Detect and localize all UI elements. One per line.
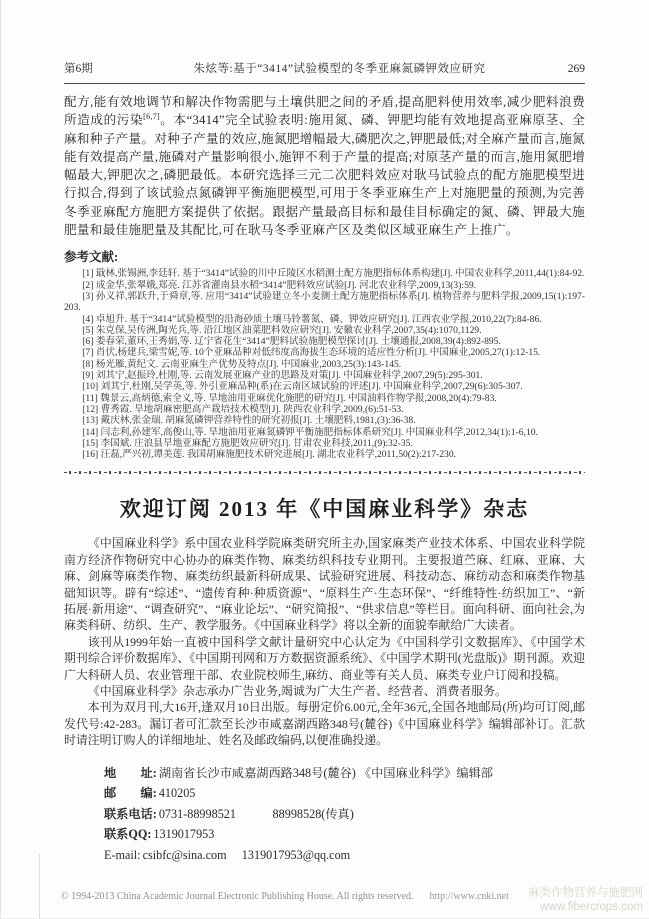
contact-qq-row (104, 824, 585, 845)
contact-address-row (104, 763, 585, 784)
reference-item: [7] 肖伏,杨建兵,梁雪妮,等. 10个亚麻品种对低纬度高海拔生态环境的适应性分析[J]. 中国麻业,2005,27(1):12-15. (82, 347, 541, 359)
copyright-text: © 1994-2013 China Academic Journal Electronic Publishing House. All rights reserved. (61, 891, 414, 902)
references-heading: 参考文献: (64, 250, 119, 265)
contact-label: 联系QQ: (104, 827, 152, 842)
header-issue: 第6期 (64, 63, 93, 75)
scan-edge-artifact (39, 854, 40, 918)
page-header (64, 0, 585, 76)
reference-item: [3] 孙义祥,郭跃升,于舜章,等. 应用“3414”试验建立冬小麦测土配方施肥指标体系[J]. 植物营养与肥料学报,2009,15(1):197-203. (64, 290, 585, 314)
contact-value: 1319017953 (153, 827, 215, 842)
contact-value: 湖南省长沙市咸嘉湖西路348号(麓谷) 《中国麻业科学》编辑部 (158, 765, 493, 780)
reference-item: [11] 魏景云,高炳德,索全义,等. 旱地油用亚麻优化施肥的研究[J]. 中国油料作物学报,2008,20(4):79-83. (82, 392, 497, 404)
contact-phone-row (104, 804, 585, 825)
subscription-announcement (64, 493, 585, 865)
reference-item: [14] 闫志利,孙建军,高俊山,等. 旱地油用亚麻氮磷钾平衡施肥指标体系研究[J]. 中国麻业科学,2012,34(1):1-6,10. (82, 426, 538, 438)
contact-postcode-row (104, 783, 585, 804)
contact-value: 0731-88998521 88998528(传真) (158, 806, 354, 821)
contact-label: E-mail: (104, 847, 141, 862)
announcement-paragraph: 《中国麻业科学》杂志承办广告业务,竭诚为广大生产者、经营者、消费者服务。 (87, 684, 507, 699)
citation-superscript: [6,7] (143, 112, 160, 122)
reference-item: [2] 成金华,张翠娥,郑亮. 江苏省灌南县水稻“3414”肥料效应试验[J]. 河北农业科学,2009,13(3):59. (82, 279, 477, 291)
reference-item: [1] 戢林,张锡洲,李廷轩. 基于“3414”试验的川中丘陵区水稻测土配方施肥指标体系构建[J]. 中国农业科学,2011,44(1):84-92. (82, 268, 585, 280)
reference-item: [8] 杨光雁,黄纪文. 云南亚麻生产优势及特点[J]. 中国麻业,2003,25(3):143-145. (82, 358, 402, 370)
header-running-title: 朱炫等:基于“3414”试验模型的冬季亚麻氮磷钾效应研究 (193, 63, 486, 75)
reference-item: [16] 汪磊,严兴初,谭美莲. 我国胡麻施肥技术研究进展[J]. 湖北农业科学,2011,50(2):217-230. (82, 449, 457, 461)
reference-item: [4] 卓旭升. 基于“3414”试验模型的沿海砂质土壤马铃薯氮、磷、钾效应研究[J]. 江西农业学报,2010,22(7):84-86. (82, 313, 542, 325)
site-watermark (528, 886, 643, 914)
reference-item: [6] 娄春荣,董环,王秀娟,等. 辽宁省花生“3414”肥料试验施肥模型探讨[J]. 土壤通报,2008,39(4):892-895. (82, 336, 501, 348)
announcement-paragraph: 本刊为双月刊,大16开,逢双月10日出版。每册定价6.00元,全年36元,全国各地邮局(所)均可订阅,邮发代号:42-283。漏订者可汇款至长沙市咸嘉湖西路348号(麓谷)《中国麻业科学》编辑部补订。汇款时请注明订购人的详细地址、姓名及邮政编码,以便准确投递。 (64, 700, 585, 748)
watermark-site-url: www.fibercrops.com (540, 901, 643, 913)
conclusion-paragraph (64, 93, 585, 239)
contact-value: 410205 (158, 786, 196, 801)
references-section (64, 247, 585, 460)
header-divider (64, 83, 585, 84)
contact-label: 联系电话: (104, 806, 157, 821)
announcement-paragraph: 《中国麻业科学》系中国农业科学院麻类研究所主办,国家麻类产业技术体系、中国农业科学院南方经济作物研究中心协办的麻类作物、麻类纺织科技专业期刊。主要报道苎麻、红麻、亚麻、大麻、剑麻等麻类作物、麻类纺织最新科研成果、试验研究进展、科技动态、麻纺动态和麻类作物基础知识等。辟有“综述”、“遗传育种·种质资源”、“原料生产·生态环保”、“纤维特性·纺织加工”、“新拓展·新用途”、“调查研究”、“麻业论坛”、“研究简报”、“供求信息”等栏目。面向科研、面向社会,为麻类科研、纺织、生产、教学服务。《中国麻业科学》将以全新的面貌奉献给广大读者。 (64, 536, 585, 633)
contact-value: csibfc@sina.com 1319017953@qq.com (142, 847, 351, 862)
announcement-paragraph: 该刊从1999年始一直被中国科学文献计量研究中心认定为《中国科学引文数据库》、《中国学术期刊综合评价数据库》、《中国期刊网和万方数据资源系统》、《中国学术期刊(光盘版)》期刊源。欢迎广大科研人员、农业管理干部、农业院校师生,麻纺、商业等有关人员、麻类专业户订阅和投稿。 (64, 634, 585, 682)
dash-dot-divider (64, 470, 585, 475)
contact-email-row (104, 845, 585, 866)
contact-label: 邮 编: (104, 786, 157, 801)
reference-item: [10] 刘其宁,杜刚,吴学英,等. 外引亚麻品种(系)在云南区域试验的评述[J]. 中国麻业科学,2007,29(6):305-307. (82, 381, 523, 393)
header-page-number: 269 (567, 63, 585, 75)
contact-info-block (104, 763, 585, 866)
watermark-site-name: 麻类作物营养与施肥网 (528, 887, 643, 899)
contact-label: 地 址: (104, 765, 157, 780)
conclusion-text-part2: 。本“3414”完全试验表明:施用氮、磷、钾肥均能有效地提高亚麻原茎、全麻和种子产量。对种子产量的效应,施氮肥增幅最大,磷肥次之,钾肥最低;对全麻产量而言,施氮能有效提高产量,施磷对产量影响很小,施钾不利于产量的提高;对原茎产量的而言,施用氮肥增幅最大,钾肥次之,磷肥最低。本研究选择三元二次肥料效应对耿马试验点的配方施肥模型进行拟合,得到了该试验点氮磷钾平衡施肥模型,可用于冬季亚麻生产上对施肥量的预测,为完善冬季亚麻配方施肥方案提供了依据。跟据产量最高目标和最佳目标确定的氮、磷、钾最大施肥量和最佳施肥量及其配比,可在耿马冬季亚麻产区及类似区域亚麻生产上推广。 (64, 113, 585, 238)
announcement-title: 欢迎订阅 2013 年《中国麻业科学》杂志 (119, 497, 530, 522)
reference-item: [9] 刘其宁,赵振玲,杜刚,等. 云南发展亚麻产业的思路及对策[J]. 中国麻业科学,2007,29(5):295-301. (82, 370, 483, 382)
reference-item: [13] 戴庆林,张金瑞. 胡麻氮磷钾营养特性的研究初报[J]. 土壤肥料,1981,(3):36-38. (82, 415, 416, 427)
cnki-url: http://www.cnki.net (429, 891, 509, 902)
reference-item: [15] 李国斌. 庄浪县旱地亚麻配方施肥效应研究[J]. 甘肃农业科技,2011,(9):32-35. (82, 437, 413, 449)
reference-item: [12] 曹秀霞. 旱地胡麻密肥高产栽培技术模型[J]. 陕西农业科学,2009,(6):51-53. (82, 403, 404, 415)
reference-item: [5] 朱克保,吴传洲,陶光兵,等. 沿江地区油菜肥料效应研究[J]. 安徽农业科学,2007,35(4):1070,1129. (82, 324, 482, 336)
conclusion-text-part1: 配方,能有效地调节和解决作物需肥与土壤供肥之间的矛盾,提高肥料使用效率,减少肥料浪费所造成的污染 (64, 95, 585, 128)
